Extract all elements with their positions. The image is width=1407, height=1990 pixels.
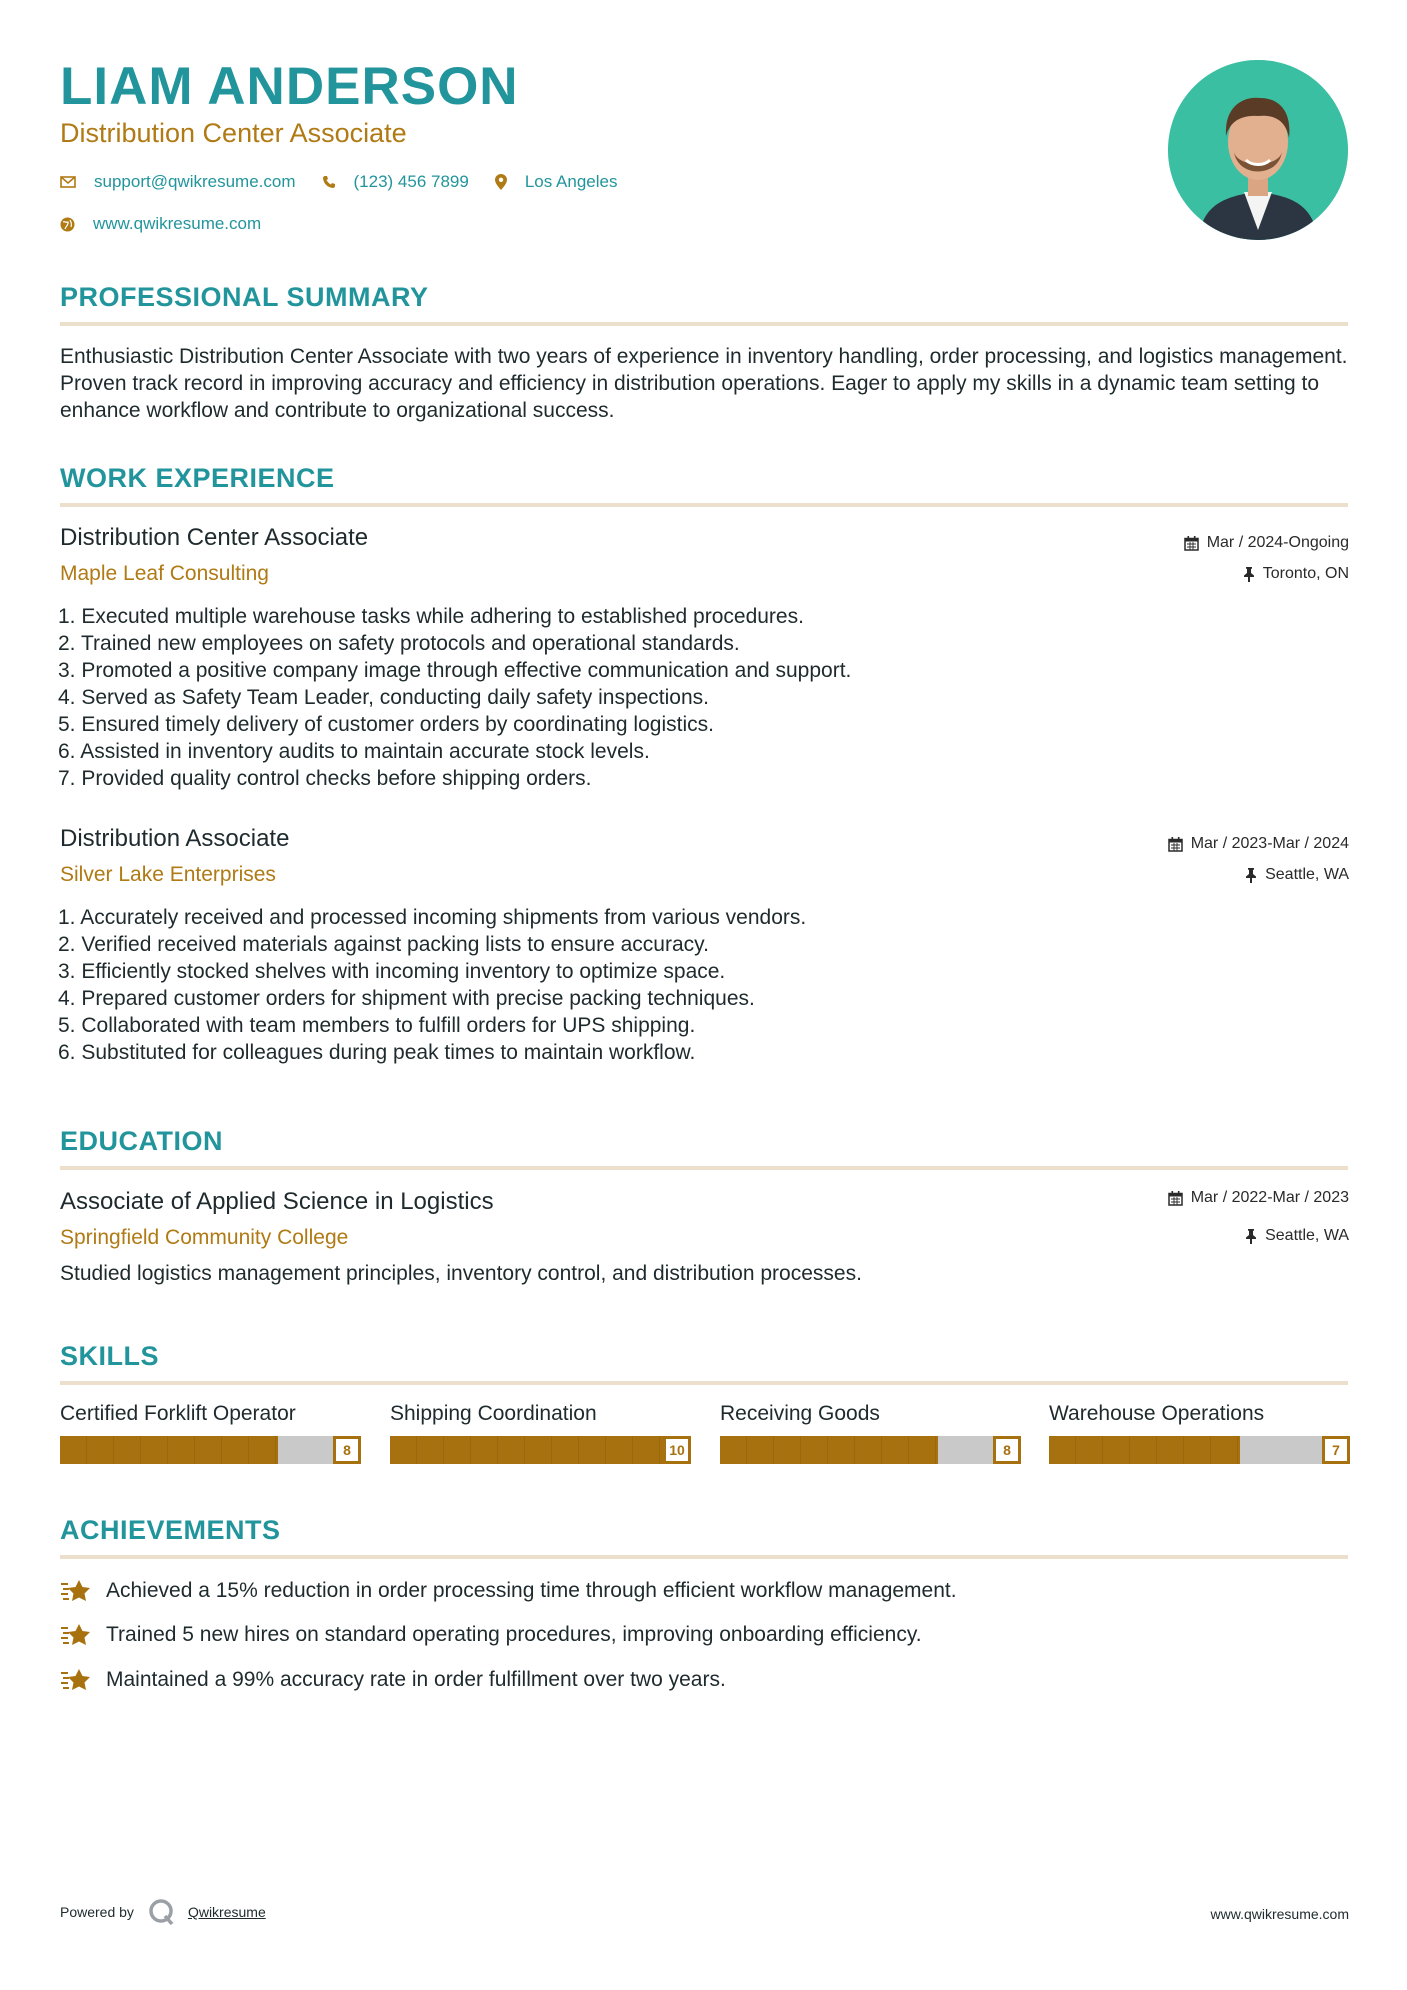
section-divider bbox=[60, 1166, 1348, 1170]
job-bullets bbox=[58, 603, 851, 792]
contact-phone[interactable] bbox=[322, 172, 469, 192]
skill-fill bbox=[60, 1436, 278, 1464]
section-divider bbox=[60, 1555, 1348, 1559]
star-award-icon bbox=[60, 1622, 92, 1648]
list-item: 5. Collaborated with team members to fulfill orders for UPS shipping. bbox=[58, 1014, 696, 1037]
skill-item bbox=[1049, 1402, 1350, 1464]
job-dates bbox=[1184, 534, 1349, 552]
location-pin-icon bbox=[495, 174, 507, 190]
location-text: Seattle, WA bbox=[1265, 866, 1349, 883]
calendar-icon bbox=[1168, 837, 1183, 852]
degree-title: Associate of Applied Science in Logistics bbox=[60, 1188, 494, 1215]
section-title-education: EDUCATION bbox=[60, 1126, 223, 1156]
skill-bar bbox=[1049, 1436, 1350, 1464]
section-divider bbox=[60, 322, 1348, 326]
education-dates bbox=[1168, 1189, 1349, 1207]
location-text: Los Angeles bbox=[524, 172, 618, 191]
skill-item bbox=[60, 1402, 361, 1464]
dates-text: Mar / 2022-Mar / 2023 bbox=[1190, 1189, 1349, 1206]
globe-icon bbox=[60, 217, 75, 232]
skill-item bbox=[720, 1402, 1021, 1464]
skill-fill bbox=[390, 1436, 663, 1464]
school-name: Springfield Community College bbox=[60, 1226, 349, 1249]
contact-website[interactable] bbox=[60, 214, 261, 234]
list-item: 6. Substituted for colleagues during peak times to maintain workflow. bbox=[58, 1041, 696, 1064]
achievement-item bbox=[60, 1578, 957, 1604]
contact-row-web bbox=[60, 214, 287, 234]
powered-by-label: Powered by bbox=[60, 1904, 134, 1920]
skill-level-badge: 7 bbox=[1322, 1436, 1350, 1464]
skill-name: Certified Forklift Operator bbox=[60, 1402, 296, 1425]
job-title: Distribution Center Associate bbox=[60, 524, 369, 551]
qwikresume-logo-icon bbox=[148, 1898, 176, 1926]
list-item: 3. Promoted a positive company image through effective communication and support. bbox=[58, 659, 852, 682]
star-award-icon bbox=[60, 1667, 92, 1693]
phone-icon bbox=[322, 175, 336, 189]
star-award-icon bbox=[60, 1578, 92, 1604]
avatar-icon bbox=[1168, 60, 1348, 240]
skill-fill bbox=[1049, 1436, 1240, 1464]
achievement-text: Trained 5 new hires on standard operating procedures, improving onboarding efficiency. bbox=[106, 1623, 922, 1646]
location-text: Seattle, WA bbox=[1265, 1227, 1349, 1244]
contact-location bbox=[495, 172, 618, 192]
mail-icon bbox=[60, 176, 76, 188]
skill-bar bbox=[720, 1436, 1021, 1464]
candidate-title: Distribution Center Associate bbox=[60, 118, 407, 148]
skill-name: Shipping Coordination bbox=[390, 1402, 597, 1425]
skill-level-badge: 8 bbox=[993, 1436, 1021, 1464]
company-name: Maple Leaf Consulting bbox=[60, 562, 269, 585]
calendar-icon bbox=[1168, 1191, 1183, 1206]
section-divider bbox=[60, 1381, 1348, 1385]
section-title-achievements: ACHIEVEMENTS bbox=[60, 1515, 281, 1545]
job-location bbox=[1243, 565, 1349, 583]
company-name: Silver Lake Enterprises bbox=[60, 863, 276, 886]
brand-link[interactable]: Qwikresume bbox=[187, 1904, 266, 1920]
list-item: 4. Served as Safety Team Leader, conducting daily safety inspections. bbox=[58, 686, 709, 709]
profile-photo bbox=[1168, 60, 1348, 240]
contact-email[interactable] bbox=[60, 172, 296, 192]
section-title-experience: WORK EXPERIENCE bbox=[60, 463, 335, 493]
candidate-name: LIAM ANDERSON bbox=[60, 57, 519, 116]
summary-text: Enthusiastic Distribution Center Associate with two years of experience in inventory handling, order processing, and logistics management. Proven track record in improving accuracy and efficiency in distribution operations. Eager to apply my skills in a dynamic team setting to enhance workflow and contribute to organizational success. bbox=[60, 345, 1348, 422]
job-bullets bbox=[58, 904, 806, 1066]
skill-bar bbox=[390, 1436, 691, 1464]
skill-level-badge: 8 bbox=[333, 1436, 361, 1464]
list-item: 7. Provided quality control checks before shipping orders. bbox=[58, 767, 592, 790]
skill-name: Receiving Goods bbox=[720, 1402, 880, 1425]
phone-text: (123) 456 7899 bbox=[353, 172, 469, 191]
job-dates bbox=[1168, 835, 1349, 853]
section-title-summary: PROFESSIONAL SUMMARY bbox=[60, 282, 429, 312]
list-item: 1. Accurately received and processed incoming shipments from various vendors. bbox=[58, 906, 807, 929]
section-divider bbox=[60, 503, 1348, 507]
list-item: 1. Executed multiple warehouse tasks while adhering to established procedures. bbox=[58, 605, 804, 628]
pushpin-icon bbox=[1245, 868, 1257, 883]
pushpin-icon bbox=[1245, 1229, 1257, 1244]
job-location bbox=[1245, 866, 1349, 884]
dates-text: Mar / 2023-Mar / 2024 bbox=[1190, 835, 1349, 852]
education-location bbox=[1245, 1227, 1349, 1245]
footer-website[interactable]: www.qwikresume.com bbox=[1210, 1906, 1349, 1922]
skill-bar bbox=[60, 1436, 361, 1464]
location-text: Toronto, ON bbox=[1262, 565, 1349, 582]
email-text: support@qwikresume.com bbox=[94, 172, 296, 191]
skill-item bbox=[390, 1402, 691, 1464]
calendar-icon bbox=[1184, 536, 1199, 551]
footer-powered-by bbox=[60, 1898, 266, 1926]
list-item: 3. Efficiently stocked shelves with incoming inventory to optimize space. bbox=[58, 960, 726, 983]
list-item: 5. Ensured timely delivery of customer orders by coordinating logistics. bbox=[58, 713, 714, 736]
dates-text: Mar / 2024-Ongoing bbox=[1206, 534, 1349, 551]
contact-row bbox=[60, 172, 643, 192]
skill-level-badge: 10 bbox=[663, 1436, 691, 1464]
list-item: 2. Verified received materials against packing lists to ensure accuracy. bbox=[58, 933, 709, 956]
skill-fill bbox=[720, 1436, 938, 1464]
achievement-text: Maintained a 99% accuracy rate in order fulfillment over two years. bbox=[106, 1668, 726, 1691]
job-title: Distribution Associate bbox=[60, 825, 290, 852]
achievement-item bbox=[60, 1622, 922, 1648]
website-text: www.qwikresume.com bbox=[93, 214, 262, 233]
list-item: 4. Prepared customer orders for shipment with precise packing techniques. bbox=[58, 987, 755, 1010]
list-item: 6. Assisted in inventory audits to maintain accurate stock levels. bbox=[58, 740, 650, 763]
section-title-skills: SKILLS bbox=[60, 1341, 160, 1371]
achievement-item bbox=[60, 1667, 726, 1693]
education-description: Studied logistics management principles, inventory control, and distribution processes. bbox=[60, 1262, 862, 1285]
achievement-text: Achieved a 15% reduction in order processing time through efficient workflow management. bbox=[106, 1579, 957, 1602]
list-item: 2. Trained new employees on safety protocols and operational standards. bbox=[58, 632, 740, 655]
pushpin-icon bbox=[1243, 567, 1255, 582]
skill-name: Warehouse Operations bbox=[1049, 1402, 1265, 1425]
